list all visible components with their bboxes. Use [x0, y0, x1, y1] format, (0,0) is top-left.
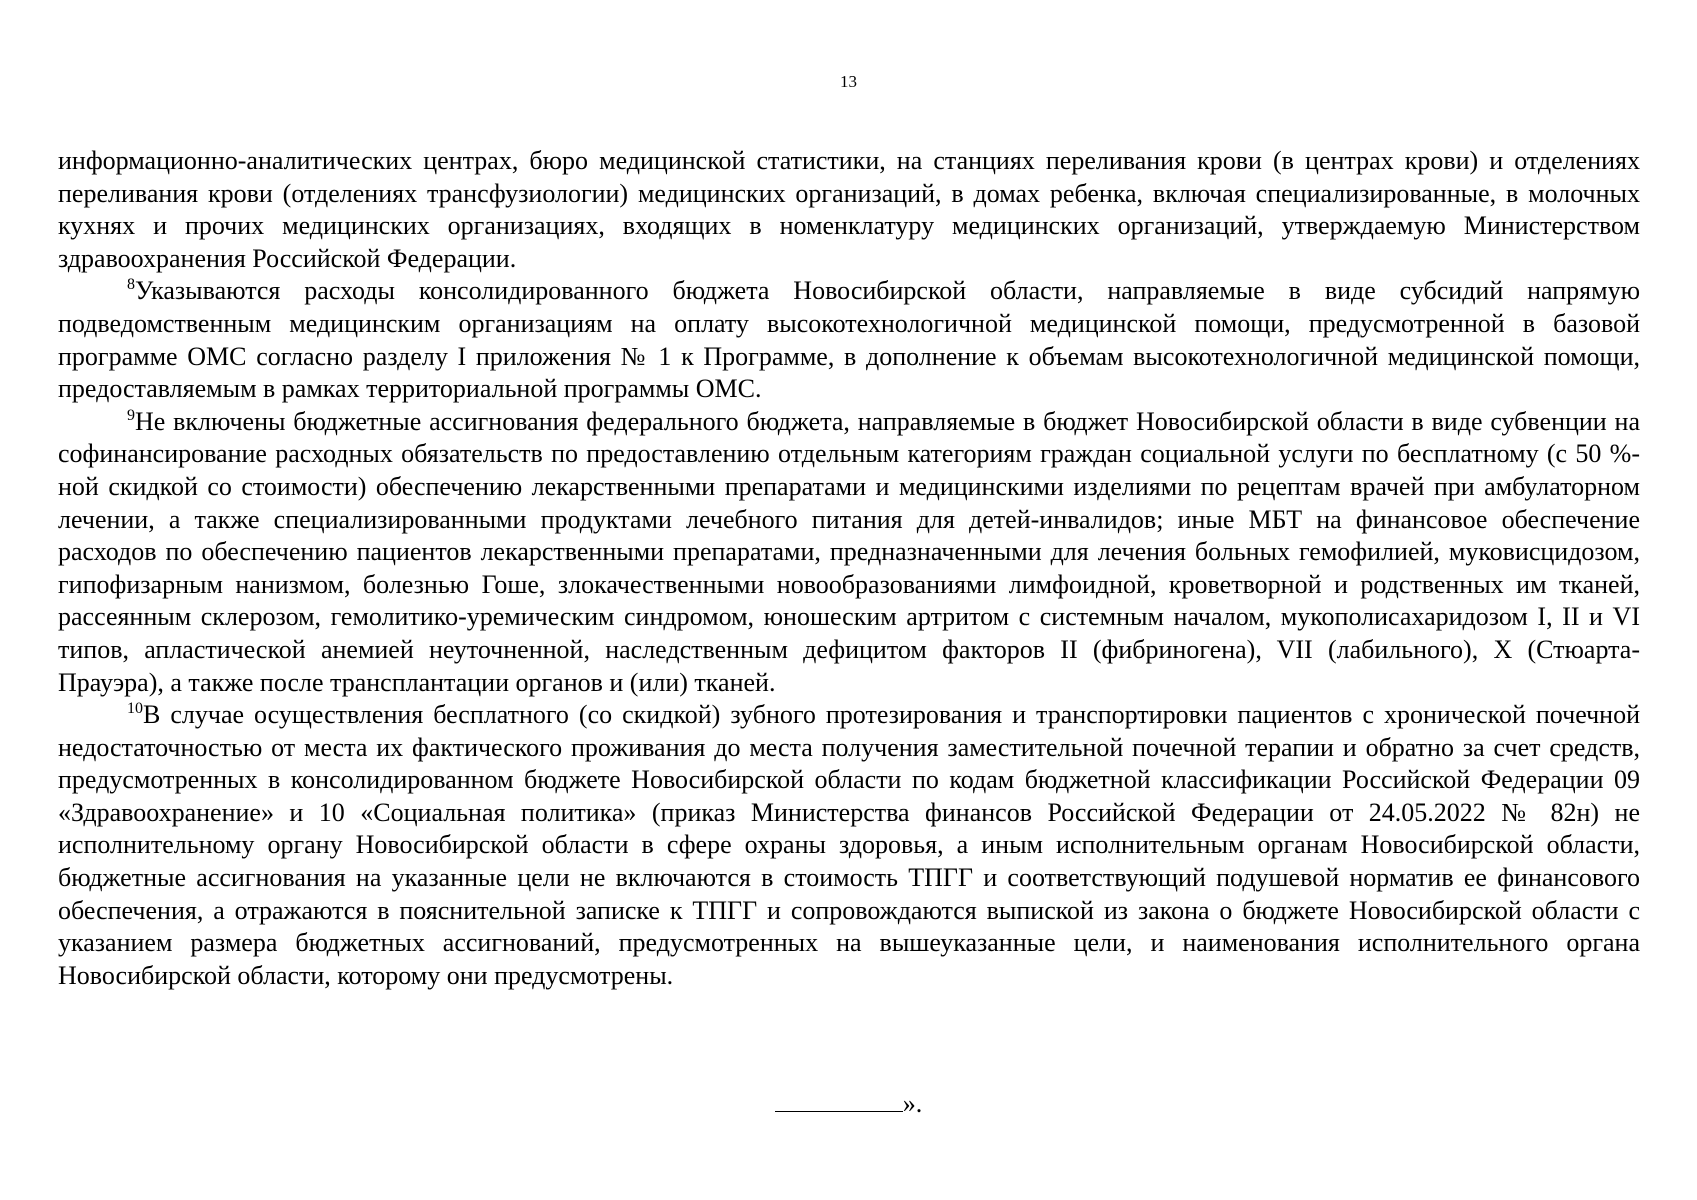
paragraph-text: В случае осуществления бесплатного (со скидкой) зубного протезирования и транспортировки пациентов с хронической почечной недостаточностью от места их фактического проживания до места получения заместительной почечной терапии и обратно за счет средств, предусмотренных в консолидированном бюджете Новосибирской области по кодам бюджетной классификации Российской Федерации 09 «Здравоохранение» и 10 «Социальная политика» (приказ Министерства финансов Российской Федерации от 24.05.2022 № 82н) не исполнительному органу Новосибирской области в сфере охраны здоровья, а иным исполнительным органам Новосибирской области, бюджетные ассигнования на указанные цели не включаются в стоимость ТПГГ и соответствующий подушевой норматив ее финансового обеспечения, а отражаются в пояснительной записке к ТПГГ и сопровождаются выпиской из закона о бюджете Новосибирской области с указанием размера бюджетных ассигнований, предусмотренных на вышеуказанные цели, и наименования исполнительного органа Новосибирской области, которому они предусмотрены. [58, 700, 1640, 990]
footnotes-body [58, 145, 1640, 992]
footnote-8-paragraph [58, 275, 1640, 405]
footnote-continuation-paragraph [58, 145, 1640, 275]
paragraph-text: Не включены бюджетные ассигнования федерального бюджета, направляемые в бюджет Новосибирской области в виде субвенции на софинансирование расходных обязательств по предоставлению отдельным категориям граждан социальной услуги по бесплатному (с 50 %-ной скидкой со стоимости) обеспечению лекарственными препаратами и медицинскими изделиями по рецептам врачей при амбулаторном лечении, а также специализированными продуктами лечебного питания для детей-инвалидов; иные МБТ на финансовое обеспечение расходов по обеспечению пациентов лекарственными препаратами, предназначенными для лечения больных гемофилией, муковисцидозом, гипофизарным нанизмом, болезнью Гоше, злокачественными новообразованиями лимфоидной, кроветворной и родственных им тканей, рассеянным склерозом, гемолитико-уремическим синдромом, юношеским артритом с системным началом, мукополисахаридозом I, II и VI типов, апластической анемией неуточненной, наследственным дефицитом факторов II (фибриногена), VII (лабильного), X (Стюарта-Прауэра), а также после трансплантации органов и (или) тканей. [58, 406, 1640, 697]
footnote-9-paragraph [58, 406, 1640, 699]
closing-underline [775, 1089, 903, 1112]
footnote-10-paragraph [58, 699, 1640, 992]
footnote-marker-8: 8 [127, 276, 135, 294]
footnote-marker-9: 9 [127, 406, 135, 424]
closing-line-block [0, 1088, 1697, 1120]
paragraph-text: информационно-аналитических центрах, бюро медицинской статистики, на станциях переливания крови (в центрах крови) и отделениях переливания крови (отделениях трансфузиологии) медицинских организаций, в домах ребенка, включая специализированные, в молочных кухнях и прочих медицинских организациях, входящих в номенклатуру медицинских организаций, утверждаемую Министерством здравоохранения Российской Федерации. [58, 146, 1640, 273]
paragraph-text: Указываются расходы консолидированного бюджета Новосибирской области, направляемые в виде субсидий напрямую подведомственным медицинским организациям на оплату высокотехнологичной медицинской помощи, предусмотренной в базовой программе ОМС согласно разделу I приложения № 1 к Программе, в дополнение к объемам высокотехнологичной медицинской помощи, предоставляемым в рамках территориальной программы ОМС. [58, 276, 1640, 404]
footnote-marker-10: 10 [127, 700, 143, 718]
closing-quote-mark: ». [902, 1089, 923, 1118]
page-number: 13 [840, 72, 857, 91]
